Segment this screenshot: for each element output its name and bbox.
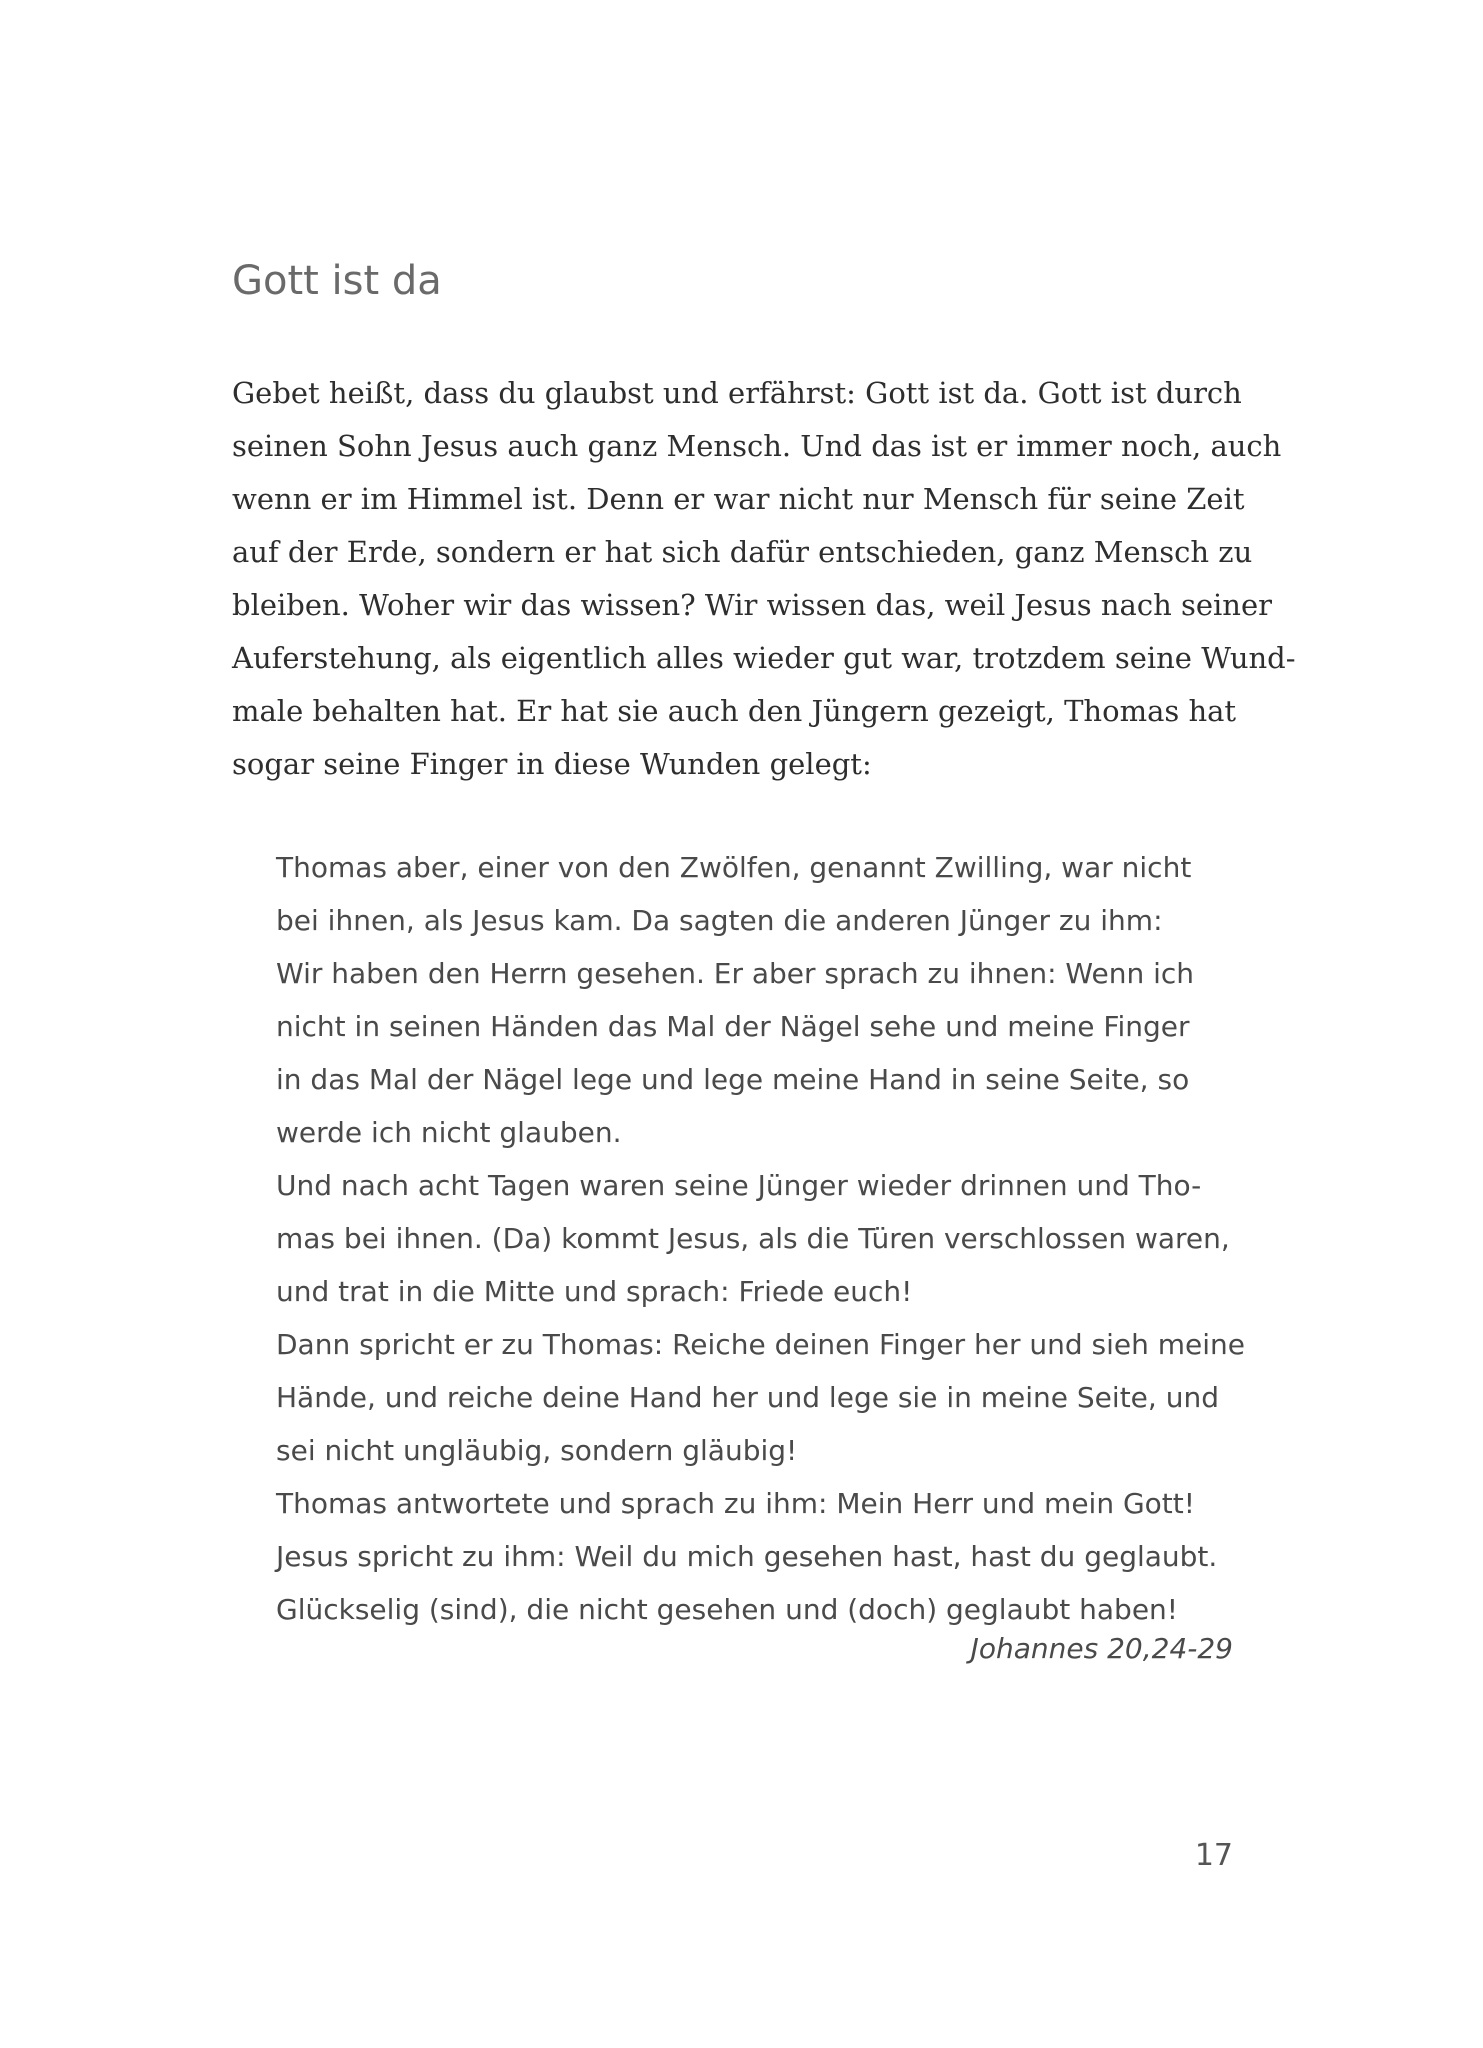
quote-line: und trat in die Mitte und sprach: Friede euch! bbox=[276, 1275, 913, 1308]
body-line: wenn er im Himmel ist. Denn er war nicht nur Mensch für seine Zeit bbox=[232, 482, 1245, 516]
quote-line: werde ich nicht glauben. bbox=[276, 1116, 622, 1149]
quote-line: Hände, und reiche deine Hand her und lege sie in meine Seite, und bbox=[276, 1381, 1219, 1414]
quote-line: sei nicht ungläubig, sondern gläubig! bbox=[276, 1434, 798, 1467]
scripture-citation: Johannes 20,24-29 bbox=[970, 1632, 1233, 1665]
scripture-quote bbox=[276, 841, 1246, 1636]
body-line: sogar seine Finger in diese Wunden gelegt: bbox=[232, 747, 872, 781]
quote-line: Thomas aber, einer von den Zwölfen, genannt Zwilling, war nicht bbox=[276, 851, 1192, 884]
body-line: Auferstehung, als eigentlich alles wieder gut war, trotzdem seine Wund- bbox=[232, 641, 1296, 675]
body-paragraph bbox=[232, 367, 1296, 791]
quote-line: Wir haben den Herrn gesehen. Er aber sprach zu ihnen: Wenn ich bbox=[276, 957, 1195, 990]
quote-line: mas bei ihnen. (Da) kommt Jesus, als die Türen verschlossen waren, bbox=[276, 1222, 1230, 1255]
body-line: seinen Sohn Jesus auch ganz Mensch. Und das ist er immer noch, auch bbox=[232, 429, 1282, 463]
quote-line: bei ihnen, als Jesus kam. Da sagten die anderen Jünger zu ihm: bbox=[276, 904, 1163, 937]
quote-line: Dann spricht er zu Thomas: Reiche deinen Finger her und sieh meine bbox=[276, 1328, 1246, 1361]
body-line: auf der Erde, sondern er hat sich dafür entschieden, ganz Mensch zu bbox=[232, 535, 1253, 569]
quote-line: Jesus spricht zu ihm: Weil du mich gesehen hast, hast du geglaubt. bbox=[276, 1540, 1218, 1573]
quote-line: Glückselig (sind), die nicht gesehen und (doch) geglaubt haben! bbox=[276, 1593, 1179, 1626]
quote-line: Und nach acht Tagen waren seine Jünger wieder drinnen und Tho- bbox=[276, 1169, 1202, 1202]
quote-line: Thomas antwortete und sprach zu ihm: Mein Herr und mein Gott! bbox=[276, 1487, 1195, 1520]
quote-line: in das Mal der Nägel lege und lege meine Hand in seine Seite, so bbox=[276, 1063, 1190, 1096]
quote-line: nicht in seinen Händen das Mal der Nägel sehe und meine Finger bbox=[276, 1010, 1190, 1043]
page-number: 17 bbox=[1194, 1838, 1233, 1873]
body-line: male behalten hat. Er hat sie auch den Jüngern gezeigt, Thomas hat bbox=[232, 694, 1237, 728]
body-line: bleiben. Woher wir das wissen? Wir wissen das, weil Jesus nach seiner bbox=[232, 588, 1273, 622]
page-title: Gott ist da bbox=[232, 258, 442, 304]
body-line: Gebet heißt, dass du glaubst und erfährst: Gott ist da. Gott ist durch bbox=[232, 376, 1242, 410]
